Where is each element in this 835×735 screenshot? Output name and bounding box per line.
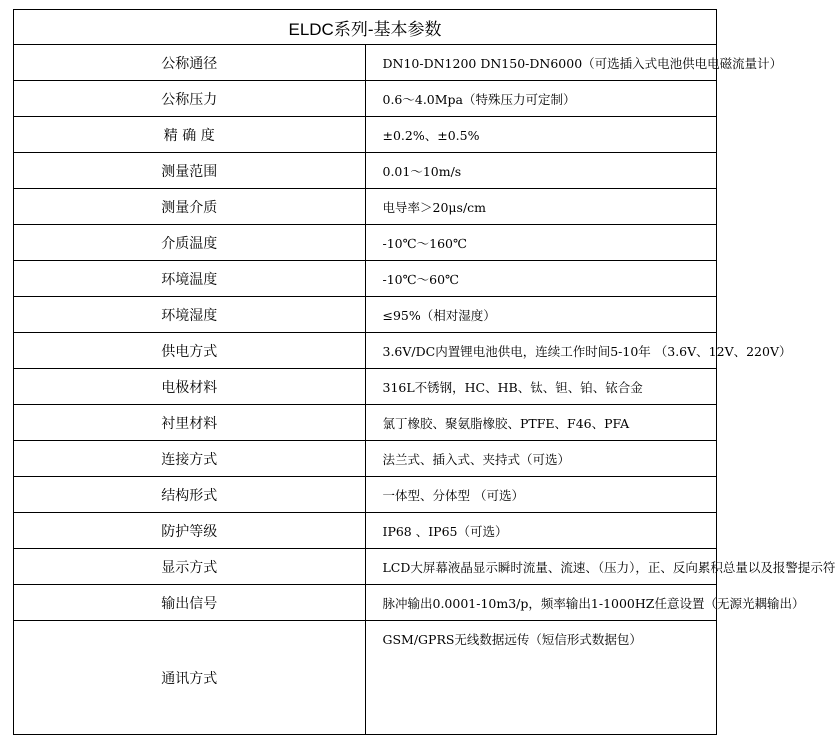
- row-label-connection-type: 连接方式: [14, 441, 366, 477]
- row-label-structure-type: 结构形式: [14, 477, 366, 513]
- table-row: [14, 153, 717, 189]
- row-value-lining-material: 氯丁橡胶、聚氨脂橡胶、PTFE、F46、PFA: [365, 405, 717, 441]
- row-value-measuring-range: 0.01～10m/s: [365, 153, 717, 189]
- row-label-nominal-diameter: 公称通径: [14, 45, 366, 81]
- row-value-accuracy: ±0.2%、±0.5%: [365, 117, 717, 153]
- row-label-medium-temperature: 介质温度: [14, 225, 366, 261]
- title-row: [14, 10, 717, 45]
- table-title: ELDC系列-基本参数: [14, 10, 717, 45]
- row-value-ambient-humidity: ≤95%（相对湿度）: [365, 297, 717, 333]
- row-value-output-signal: 脉冲输出0.0001-10m3/p，频率输出1-1000HZ任意设置（无源光耦输出）: [365, 585, 717, 621]
- table-row: [14, 621, 717, 735]
- row-label-output-signal: 输出信号: [14, 585, 366, 621]
- row-value-structure-type: 一体型、分体型 （可选）: [365, 477, 717, 513]
- table-row: [14, 405, 717, 441]
- row-value-power-supply: 3.6V/DC内置锂电池供电，连续工作时间5-10年 （3.6V、12V、220V）: [365, 333, 717, 369]
- row-value-communication: GSM/GPRS无线数据远传（短信形式数据包）: [365, 621, 717, 735]
- table-row: [14, 441, 717, 477]
- table-row: [14, 117, 717, 153]
- row-label-ambient-temperature: 环境温度: [14, 261, 366, 297]
- row-label-electrode-material: 电极材料: [14, 369, 366, 405]
- spec-table: [13, 9, 835, 735]
- row-label-power-supply: 供电方式: [14, 333, 366, 369]
- row-value-connection-type: 法兰式、插入式、夹持式（可选）: [365, 441, 717, 477]
- row-value-protection-class: IP68 、IP65（可选）: [365, 513, 717, 549]
- row-label-display-mode: 显示方式: [14, 549, 366, 585]
- row-label-ambient-humidity: 环境湿度: [14, 297, 366, 333]
- row-label-measured-medium: 测量介质: [14, 189, 366, 225]
- table-row: [14, 477, 717, 513]
- row-value-ambient-temperature: -10℃～60℃: [365, 261, 717, 297]
- table-row: [14, 369, 717, 405]
- row-value-measured-medium: 电导率＞20μs/cm: [365, 189, 717, 225]
- row-label-accuracy: 精 确 度: [14, 117, 366, 153]
- row-label-protection-class: 防护等级: [14, 513, 366, 549]
- table-row: [14, 45, 717, 81]
- table-row: [14, 81, 717, 117]
- row-label-nominal-pressure: 公称压力: [14, 81, 366, 117]
- table-row: [14, 261, 717, 297]
- row-value-nominal-pressure: 0.6～4.0Mpa（特殊压力可定制）: [365, 81, 717, 117]
- row-value-medium-temperature: -10℃～160℃: [365, 225, 717, 261]
- row-value-nominal-diameter: DN10-DN1200 DN150-DN6000（可选插入式电池供电电磁流量计）: [365, 45, 717, 81]
- table-row: [14, 189, 717, 225]
- table-row: [14, 513, 717, 549]
- row-label-communication: 通讯方式: [14, 621, 366, 735]
- row-value-display-mode: LCD大屏幕液晶显示瞬时流量、流速、（压力），正、反向累积总量以及报警提示符: [365, 549, 717, 585]
- row-value-electrode-material: 316L不锈钢，HC、HB、钛、钽、铂、铱合金: [365, 369, 717, 405]
- row-label-measuring-range: 测量范围: [14, 153, 366, 189]
- table-row: [14, 549, 717, 585]
- table-row: [14, 333, 717, 369]
- row-label-lining-material: 衬里材料: [14, 405, 366, 441]
- table-row: [14, 585, 717, 621]
- table-row: [14, 297, 717, 333]
- table-row: [14, 225, 717, 261]
